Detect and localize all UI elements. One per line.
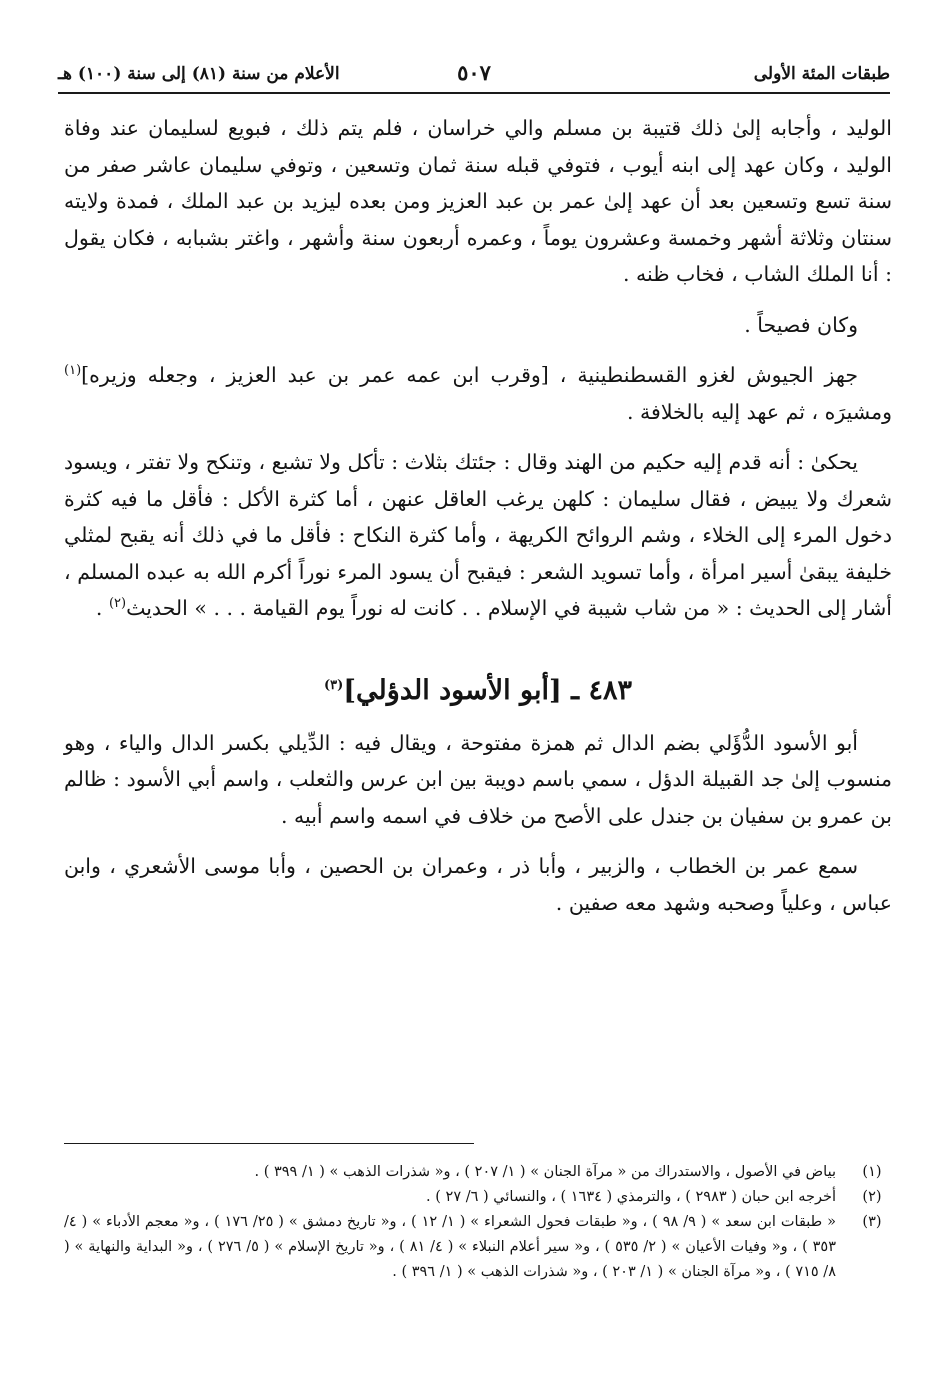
footnote-1-text: بياض في الأصول ، والاستدراك من « مرآة الجنان » ( ١/ ٢٠٧ ) ، و« شذرات الذهب » ( ١/ ٣٩٩ ) . <box>254 1164 836 1180</box>
paragraph-2: وكان فصيحاً . <box>744 312 858 337</box>
footnote-2-text: أخرجه ابن حبان ( ٢٩٨٣ ) ، والترمذي ( ١٦٣٤ ) ، والنسائي ( ٦/ ٢٧ ) . <box>426 1189 836 1205</box>
footnotes <box>64 1160 892 1285</box>
book-title: طبقات المئة الأولى <box>753 64 890 84</box>
paragraph-3-text: جهز الجيوش لغزو القسطنطينية ، [وقرب ابن عمه عمر بن عبد العزيز ، وجعله وزيره] <box>81 363 858 387</box>
paragraph-4 <box>64 444 892 627</box>
footnote-ref-3: (٣) <box>323 677 344 693</box>
footnote-1-number: (١) <box>862 1164 882 1180</box>
entry-heading <box>64 671 892 711</box>
paragraph-4-text: يحكىٰ : أنه قدم إليه حكيم من الهند وقال : جئتك بثلاث : تأكل ولا تشبع ، وتنكح ولا تفتر ، ويسود شعرك ولا يبيض ، فقال سليمان : كلهن يرغب العاقل عنهن ، أما كثرة الأكل : فأقل ما فيه كثرة دخول المرء إلى الخلاء ، وشم الروائح الكريهة ، وأما كثرة النكاح : فأقل ما في ذلك أنه يقبح لمثلي خليفة يبقىٰ أسير امرأة ، وأما تسويد الشعر : فيقبح أن يسود المرء نوراً أكرم الله به عبده المسلم ، أشار إلى الحديث : « من شاب شيبة في الإسلام . . كانت له نوراً يوم القيامة . . . » الحديث <box>64 450 892 620</box>
paragraph-6: سمع عمر بن الخطاب ، والزبير ، وأبا ذر ، وعمران بن الحصين ، وأبا موسى الأشعري ، وابن عباس ، وعلياً وصحبه وشهد معه صفين . <box>64 854 892 915</box>
paragraph-5: أبو الأسود الدُّؤَلي بضم الدال ثم همزة مفتوحة ، ويقال فيه : الدِّيلي بكسر الدال والياء ، وهو منسوب إلىٰ جد القبيلة الدؤل ، سمي باسم دويبة بين ابن عرس والثعلب ، واسم أبي الأسود : ظالم بن عمرو بن سفيان بن جندل على الأصح من خلاف في اسمه واسم أبيه . <box>64 730 892 828</box>
footnote-1 <box>64 1160 892 1185</box>
section-range: الأعلام من سنة (٨١) إلى سنة (١٠٠) هـ <box>58 64 340 84</box>
main-text <box>64 110 892 935</box>
page-number: ٥٠٧ <box>457 60 491 85</box>
running-header <box>58 60 890 94</box>
footnote-2-number: (٢) <box>862 1189 882 1205</box>
footnote-3-text: « طبقات ابن سعد » ( ٩/ ٩٨ ) ، و« طبقات فحول الشعراء » ( ١/ ١٢ ) ، و« تاريخ دمشق » ( ٢٥/ ١٧٦ ) ، و« معجم الأدباء » ( ٤/ ٣٥٣ ) ، و« وفيات الأعيان » ( ٢/ ٥٣٥ ) ، و« سير أعلام النبلاء » ( ٤/ ٨١ ) ، و« تاريخ الإسلام » ( ٥/ ٢٧٦ ) ، و« البداية والنهاية » ( ٨/ ٧١٥ ) ، و« مرآة الجنان » ( ١/ ٢٠٣ ) ، و« شذرات الذهب » ( ١/ ٣٩٦ ) . <box>64 1214 837 1280</box>
entry-heading-text: ٤٨٣ ـ [أبو الأسود الدؤلي] <box>343 674 632 706</box>
footnote-separator <box>64 1143 474 1144</box>
footnote-ref-1: (١) <box>64 363 82 379</box>
paragraph-1: الوليد ، وأجابه إلىٰ ذلك قتيبة بن مسلم والي خراسان ، فلم يتم ذلك ، فبويع لسليمان عند وفاة الوليد ، وكان عهد إلى ابنه أيوب ، فتوفي قبله سنة ثمان وتسعين ، وتوفي سليمان عاشر صفر من سنة تسع وتسعين بعد أن عهد إلىٰ عمر بن عبد العزيز ومن بعده ليزيد بن عبد الملك ، فمدة ولايته سنتان وثلاثة أشهر وخمسة وعشرون يوماً ، وعمره أربعون سنة وأشهر ، واغتر بشبابه ، فكان يقول : أنا الملك الشاب ، فخاب ظنه . <box>64 116 892 286</box>
footnote-2 <box>64 1185 892 1210</box>
footnote-3-number: (٣) <box>862 1214 882 1230</box>
paragraph-3-tail: ومشيرَه ، ثم عهد إليه بالخلافة . <box>627 399 892 424</box>
paragraph-4-tail: . <box>95 596 109 620</box>
footnote-3 <box>64 1210 892 1285</box>
footnote-ref-2: (٢) <box>108 596 127 612</box>
paragraph-3 <box>64 357 892 430</box>
